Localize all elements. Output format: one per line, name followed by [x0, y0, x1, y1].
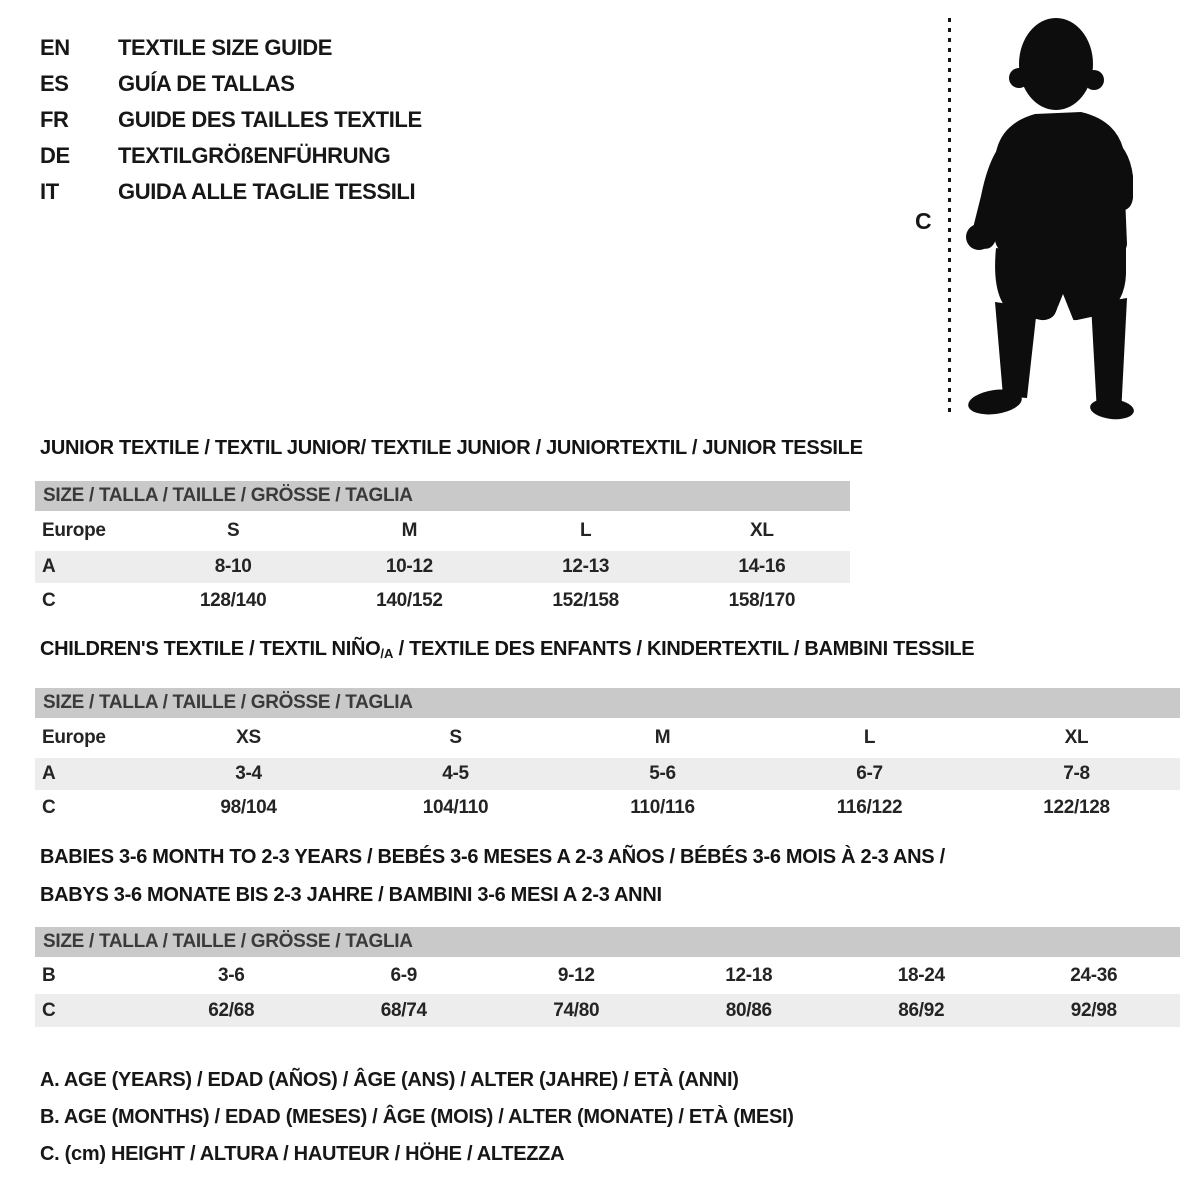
row-label: C: [42, 589, 56, 611]
table-cell: 12-13: [562, 556, 610, 577]
table-cell: 7-8: [1063, 763, 1090, 784]
section-children: [35, 637, 1180, 825]
table-row: [35, 790, 1180, 825]
size-table: [35, 481, 850, 618]
table-cell: 140/152: [376, 589, 443, 611]
height-measure-label: C: [915, 208, 932, 234]
table-header: SIZE / TALLA / TAILLE / GRÖSSE / TAGLIA: [35, 688, 1180, 718]
table-cell: 128/140: [199, 589, 267, 611]
table-cell: 3-6: [217, 964, 245, 986]
table-cell: 9-12: [557, 964, 595, 986]
table-cell: S: [226, 520, 240, 541]
section-title-text: / TEXTILE DES ENFANTS / KINDERTEXTIL / BAMBINI TESSILE: [393, 638, 975, 660]
table-cell: 8-10: [214, 556, 252, 577]
language-code: EN: [40, 35, 70, 60]
table-row: [35, 758, 1180, 790]
row-label: Europe: [42, 727, 106, 748]
toddler-silhouette-icon: [963, 8, 1141, 422]
section-title-text: BABIES 3-6 MONTH TO 2-3 YEARS / BEBÉS 3-6 MESES A 2-3 AÑOS / BÉBÉS 3-6 MOIS À 2-3 ANS /: [40, 846, 945, 868]
measure-legend: [40, 1062, 794, 1173]
row-label: C: [42, 796, 56, 818]
table-cell: 4-5: [442, 763, 469, 784]
row-label: C: [42, 999, 56, 1021]
section-title: [35, 436, 1180, 460]
section-title-text: JUNIOR TEXTILE / TEXTIL JUNIOR/ TEXTILE JUNIOR / JUNIORTEXTIL / JUNIOR TESSILE: [40, 437, 863, 459]
table-cell: 74/80: [553, 999, 600, 1021]
table-cell: 62/68: [208, 999, 255, 1021]
language-code: DE: [40, 143, 70, 168]
language-label: TEXTILE SIZE GUIDE: [118, 35, 333, 60]
table-row: [35, 511, 850, 551]
table-row: [35, 957, 1180, 994]
language-row: [40, 102, 422, 138]
table-cell: S: [449, 727, 462, 748]
table-cell: 18-24: [897, 964, 945, 986]
size-table: [35, 688, 1180, 825]
table-cell: 80/86: [725, 999, 772, 1021]
section-title-text: BABYS 3-6 MONATE BIS 2-3 JAHRE / BAMBINI 3-6 MESI A 2-3 ANNI: [40, 884, 662, 906]
section-title-line: [40, 436, 1180, 460]
table-header: SIZE / TALLA / TAILLE / GRÖSSE / TAGLIA: [35, 927, 1180, 957]
table-cell: XL: [750, 520, 774, 541]
table-cell: XL: [1064, 727, 1089, 748]
section-title-text: CHILDREN'S TEXTILE / TEXTIL NIÑO: [40, 638, 381, 660]
table-row: [35, 583, 850, 618]
section-title: [35, 637, 1180, 663]
row-label: B: [42, 964, 56, 986]
language-code: ES: [40, 71, 69, 96]
section-title-line: [40, 876, 1180, 914]
table-cell: 98/104: [220, 796, 277, 818]
language-code: FR: [40, 107, 69, 132]
section-title-line: [40, 637, 1180, 663]
table-header: SIZE / TALLA / TAILLE / GRÖSSE / TAGLIA: [35, 481, 850, 511]
table-cell: 14-16: [738, 556, 786, 577]
size-tables-area: [35, 436, 1180, 1027]
section-title: [35, 838, 1180, 914]
table-cell: 10-12: [385, 556, 433, 577]
legend-line: A. AGE (YEARS) / EDAD (AÑOS) / ÂGE (ANS) / ALTER (JAHRE) / ETÀ (ANNI): [40, 1069, 739, 1091]
language-row: [40, 66, 422, 102]
legend-line: B. AGE (MONTHS) / EDAD (MESES) / ÂGE (MOIS) / ALTER (MONATE) / ETÀ (MESI): [40, 1106, 794, 1128]
table-cell: 158/170: [728, 589, 796, 611]
table-cell: 6-9: [390, 964, 418, 986]
table-cell: M: [401, 520, 418, 541]
language-label: GUIDA ALLE TAGLIE TESSILI: [118, 179, 416, 204]
table-cell: 122/128: [1043, 796, 1110, 818]
table-cell: 110/116: [630, 796, 695, 818]
table-cell: L: [579, 520, 592, 541]
height-dotted-line: [948, 18, 951, 415]
table-row: [35, 718, 1180, 758]
table-cell: L: [863, 727, 876, 748]
table-cell: 6-7: [856, 763, 883, 784]
height-measure-figure: [900, 0, 1200, 440]
table-cell: 104/110: [422, 796, 489, 818]
language-code: IT: [40, 179, 59, 204]
language-label: TEXTILGRÖßENFÜHRUNG: [118, 143, 391, 168]
legend-line: C. (cm) HEIGHT / ALTURA / HAUTEUR / HÖHE / ALTEZZA: [40, 1143, 565, 1165]
row-label: A: [42, 556, 56, 577]
section-title-text: /A: [380, 646, 394, 661]
language-row: [40, 30, 422, 66]
table-cell: 92/98: [1070, 999, 1117, 1021]
table-row: [35, 551, 850, 583]
table-cell: 12-18: [725, 964, 773, 986]
language-row: [40, 138, 422, 174]
size-table: [35, 927, 1180, 1027]
table-cell: 5-6: [649, 763, 676, 784]
table-cell: 24-36: [1070, 964, 1118, 986]
row-label: Europe: [42, 520, 106, 541]
language-label: GUÍA DE TALLAS: [118, 71, 295, 96]
section-junior: [35, 436, 1180, 618]
table-row: [35, 994, 1180, 1027]
table-cell: M: [654, 727, 671, 748]
section-babies: [35, 838, 1180, 1027]
table-cell: 152/158: [552, 589, 619, 611]
table-cell: 3-4: [235, 763, 262, 784]
language-title-list: [40, 30, 422, 210]
row-label: A: [42, 763, 56, 784]
language-label: GUIDE DES TAILLES TEXTILE: [118, 107, 422, 132]
section-title-line: [40, 838, 1180, 876]
table-cell: XS: [236, 727, 261, 748]
table-cell: 116/122: [836, 796, 903, 818]
table-cell: 68/74: [380, 999, 427, 1021]
table-cell: 86/92: [898, 999, 945, 1021]
language-row: [40, 174, 422, 210]
